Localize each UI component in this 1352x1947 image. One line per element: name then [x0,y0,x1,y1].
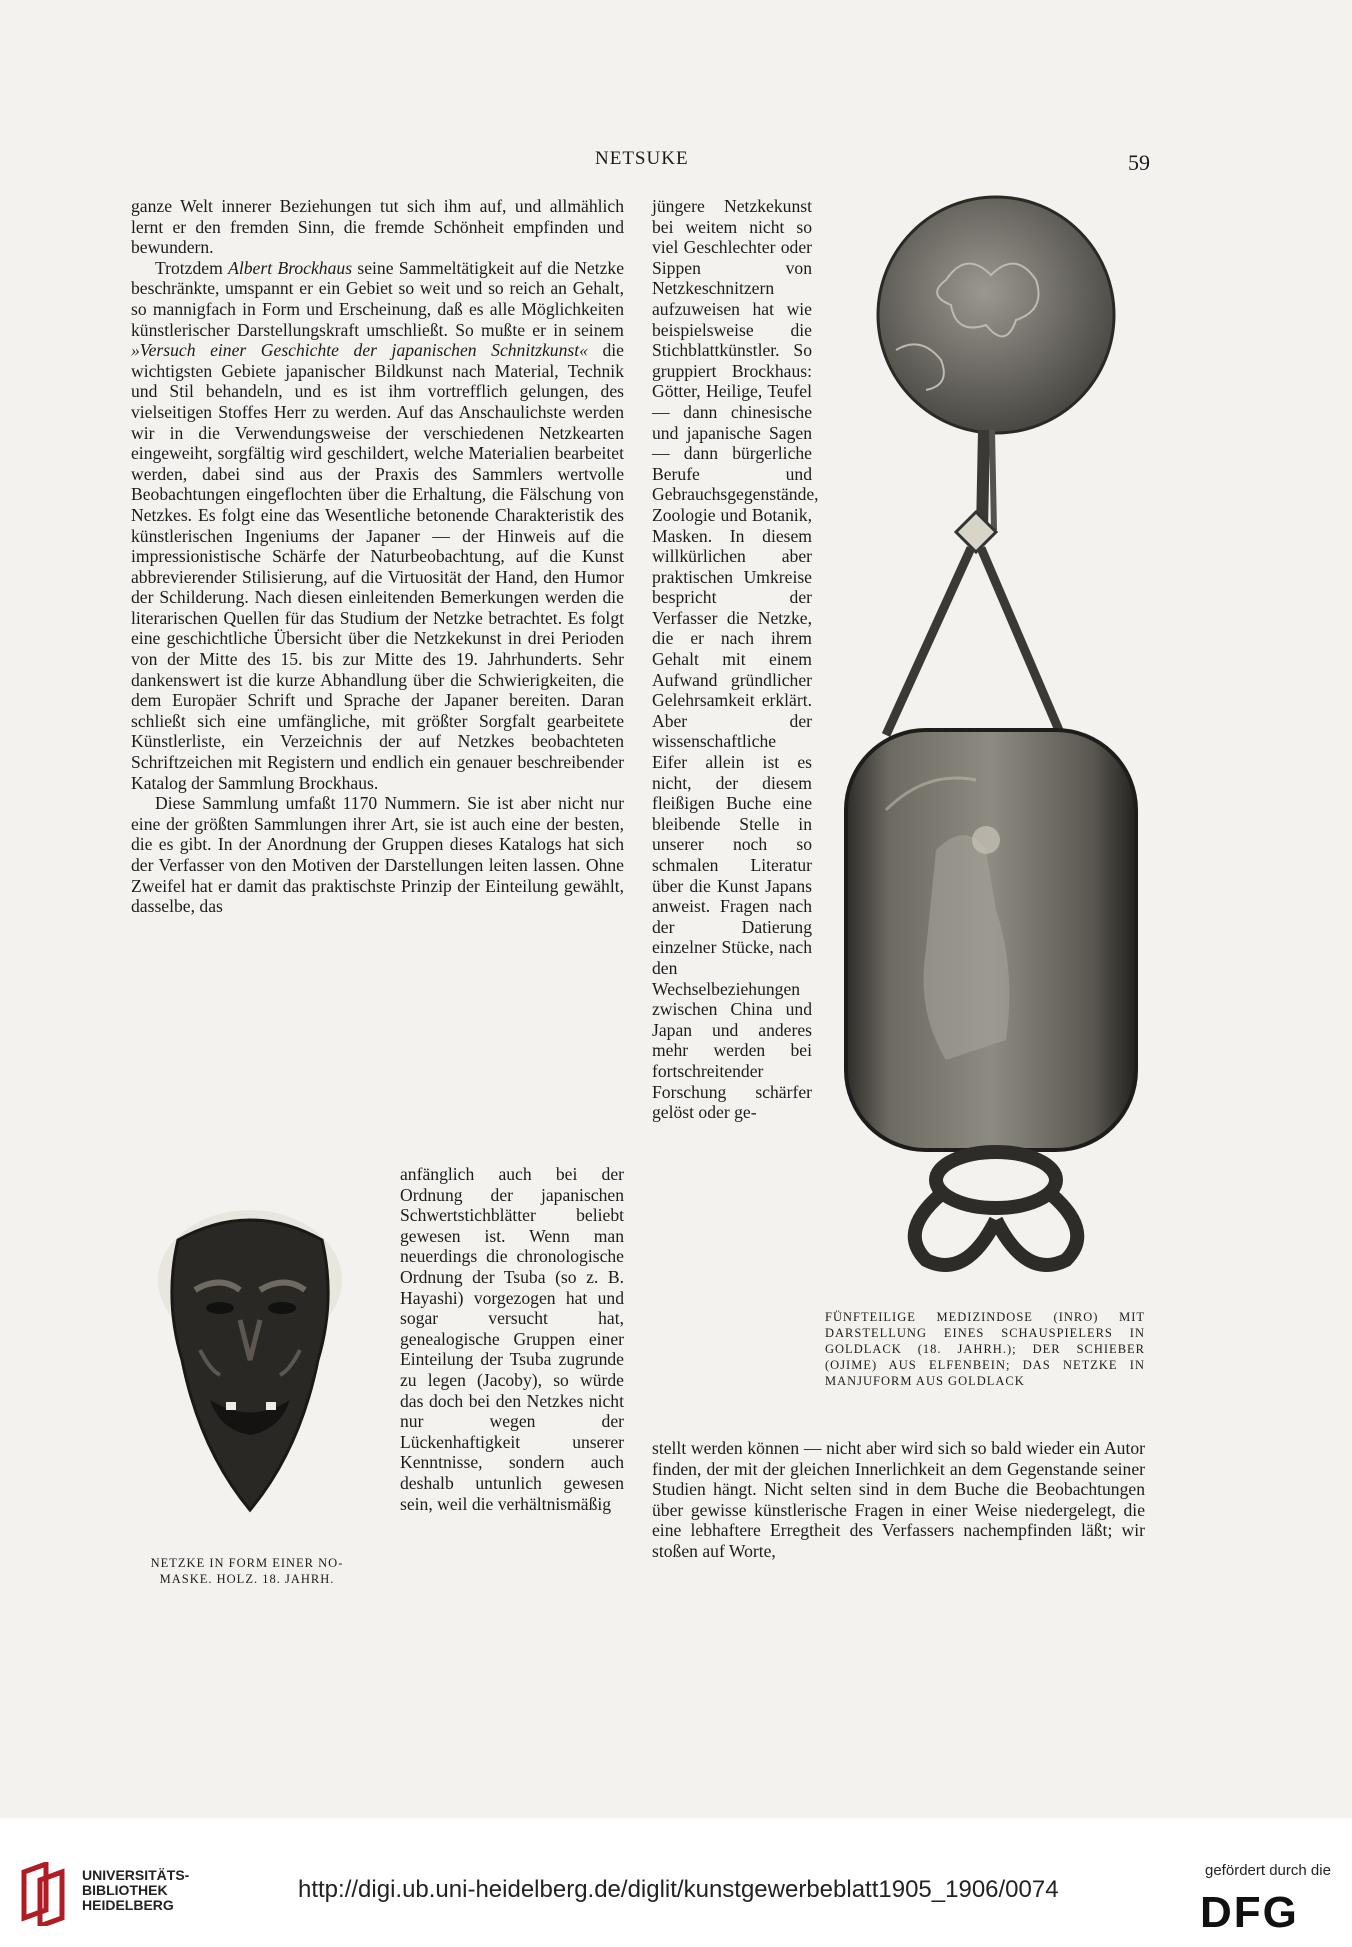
paragraph: stellt werden können — nicht aber wird sich so bald wieder ein Autor finden, der mit der gleichen Innerlichkeit an dem Gegenstande seiner Studien hängt. Nicht selten sind in dem Buche die Beobachtungen über gewisse künstlerische Fragen in einer Weise niedergelegt, die eine lebhaftere Erregtheit des Verfassers nachempfinden läßt; wir stoßen auf Worte, [652,1438,1145,1561]
footer-bar [0,1818,1352,1947]
university-library-logo-icon [18,1862,78,1926]
running-head: NETSUKE [595,148,689,169]
left-text-column [131,196,624,917]
middle-text-column [400,1164,624,1514]
no-mask-photograph [140,1180,360,1540]
mask-caption: NETZKE IN FORM EINER NO-MASKE. HOLZ. 18. JAHRH. [150,1556,344,1586]
library-name: UNIVERSITÄTS- BIBLIOTHEK HEIDELBERG [82,1867,190,1913]
paragraph: anfänglich auch bei der Ordnung der japanischen Schwertstichblätter beliebt gewesen ist. Wenn man neuerdings die chronologische Ordnung der Tsuba (so z. B. Hayashi) vorgezogen hat und sogar versucht hat, genealogische Gruppen einer Einteilung der Tsuba zugrunde zu legen (Jacoby), so würde das doch bei den Netzkes nicht nur wegen der Lückenhaftigkeit unserer Kenntnisse, sondern auch deshalb untunlich gewesen sein, weil die verhältnismäßig [400,1164,624,1514]
inro-caption: FÜNFTEILIGE MEDIZINDOSE (INRO) MIT DARSTELLUNG EINES SCHAUSPIELERS IN GOLDLACK (18. JAHRH.); DER SCHIEBER (OJIME) AUS ELFENBEIN; DAS NETZKE IN MANJUFORM AUS GOLDLACK [825,1310,1145,1388]
paragraph: Diese Sammlung umfaßt 1170 Nummern. Sie ist aber nicht nur eine der größten Sammlungen ihrer Art, sie ist auch eine der besten, die es gibt. In der Anordnung der Gruppen dieses Katalogs hat sich der Verfasser von den Motiven der Darstellungen leiten lassen. Ohne Zweifel hat er damit das praktischste Prinzip der Einteilung gewählt, dasselbe, das [131,793,624,917]
source-url-link[interactable]: http://digi.ub.uni-heidelberg.de/diglit/kunstgewerbeblatt1905_1906/0074 [298,1876,1059,1903]
dfg-logo: DFG [1200,1888,1299,1937]
inro-photograph [826,190,1166,1300]
right-text-column [652,196,819,1123]
paragraph: ganze Welt innerer Beziehungen tut sich ihm auf, und allmählich lernt er den fremden Sinn, die fremde Schönheit empfinden und bewundern. [131,196,624,258]
page-number: 59 [1128,150,1150,175]
bottom-text-column [652,1438,1145,1562]
paragraph: jüngere Netzkekunst bei weitem nicht so viel Geschlechter oder Sippen von Netzkeschnitzern aufzuweisen hat wie beispielsweise die Stichblattkünstler. So gruppiert Brockhaus: Götter, Heilige, Teufel — dann chinesische und japanische Sagen — dann bürgerliche Berufe und Gebrauchsgegenstände, Zoologie und Botanik, Masken. In diesem willkürlichen aber praktischen Umkreise bespricht der Verfasser die Netzke, die er nach ihrem Gehalt mit einem Aufwand gründlicher Gelehrsamkeit erklärt. Aber der wissenschaftliche Eifer allein ist es nicht, der diesem fleißigen Buche eine bleibende Stelle in unserer noch so schmalen Literatur über die Kunst Japans anweist. Fragen nach der Datierung einzelner Stücke, nach den Wechselbeziehungen zwischen China und Japan und anderes mehr werden bei fortschreitender Forschung schärfer gelöst oder ge- [652,196,819,1123]
paragraph: Trotzdem Albert Brockhaus seine Sammeltätigkeit auf die Netzke beschränkte, umspannt er ein Gebiet so weit und so reich an Gehalt, so mannigfach in Form und Erscheinung, daß es alle Möglichkeiten künstlerischer Darstellungskraft umschließt. So mußte er in seinem »Versuch einer Geschichte der japanischen Schnitzkunst« die wichtigsten Gebiete japanischer Bildkunst nach Material, Technik und Stil behandeln, und es ist ihm vortrefflich gelungen, des vielseitigen Stoffes Herr zu werden. Auf das Anschaulichste werden wir in die Verwendungsweise der verschiedenen Netzkearten eingeweiht, sorgfältig wird geschildert, welche Materialien bearbeitet werden, dabei sind aus der Praxis des Sammlers wertvolle Beobachtungen eingeflochten über die Erhaltung, die Fälschung von Netzkes. Es folgt eine das Wesentliche betonende Charakteristik des künstlerischen Ingeniums der Japaner — der Hinweis auf die impressionistische Schärfe der Naturbeobachtung, auf die Kunst abbrevierender Stilisierung, auf die Virtuosität der Hand, den Humor der Schilderung. Nach diesen einleitenden Bemerkungen werden die literarischen Quellen für das Studium der Netzke betrachtet. Es folgt eine geschichtliche Übersicht über die Netzkekunst in drei Perioden von der Mitte des 15. bis zur Mitte des 19. Jahrhunderts. Sehr dankenswert ist die kurze Abhandlung über die Schwierigkeiten, die dem Europäer Schrift und Sprache der Japaner bereiten. Daran schließt sich eine umfängliche, mit größter Sorgfalt gearbeitete Künstlerliste, ein Verzeichnis der auf Netzkes beobachteten Schriftzeichen mit Registern und endlich ein genauer beschreibender Katalog der Sammlung Brockhaus. [131,257,625,793]
funded-by-label: gefördert durch die [1205,1862,1331,1879]
